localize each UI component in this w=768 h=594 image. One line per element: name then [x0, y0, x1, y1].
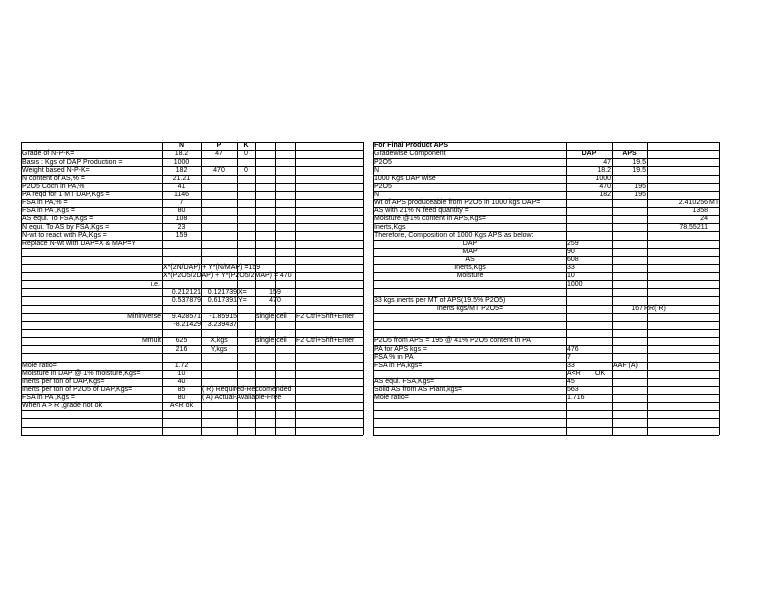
header-p: P: [216, 142, 222, 150]
aps-value: 19.5: [632, 158, 646, 166]
grid-line: [373, 410, 719, 411]
inv-a: 9.428571: [171, 313, 201, 321]
row-label: FSA in PA,kgs=: [374, 361, 423, 369]
row-label: Inerts,Kgs: [374, 223, 406, 231]
y-label: Y=: [238, 296, 247, 304]
row-label: P2O5 Cocn in PA,%: [22, 182, 85, 190]
row-label: AS equi. To FSA,Kgs =: [22, 215, 94, 223]
n-value: A<R ok: [169, 402, 194, 410]
row-label: PA reqd for 1 MT DAP,Kgs =: [22, 191, 110, 199]
inerts-value: 167: [631, 304, 643, 312]
row-label: FSA % in PA: [374, 353, 414, 361]
mmult-x-label: X,kgs: [210, 337, 228, 345]
composition-value: 1000: [567, 280, 583, 288]
k-value: 0: [244, 166, 248, 174]
grid-line: [373, 418, 719, 419]
mininverse-label: Mininverse: [127, 313, 161, 321]
single-cell-note: single cell: [256, 337, 287, 345]
dap-value: 47: [603, 158, 611, 166]
keys-note: F2 Ctrl+Shft+Enter: [296, 337, 355, 345]
row-label: When A > R ,grade not ok: [22, 402, 102, 410]
y-rhs: 470: [269, 296, 281, 304]
n-value: 159: [175, 231, 188, 239]
grid-line: [21, 435, 363, 436]
matrix-a21: 0.537879: [171, 296, 201, 304]
row-label: Mole ratio=: [374, 394, 409, 402]
row-label: N: [374, 166, 380, 174]
row-label: Inerts per ton of P2O5 of DAP,Kgs=: [22, 386, 133, 394]
row-label: PA for APS kgs =: [374, 345, 427, 353]
dap-value: 470: [599, 182, 611, 190]
grid-line: [373, 288, 719, 289]
row-label: N content of AS,% =: [22, 174, 85, 182]
dap-value: 18.2: [597, 166, 611, 174]
aps-value: 195: [634, 191, 646, 199]
n-value: 18.2: [174, 150, 189, 158]
grid-line: [21, 418, 363, 419]
composition-value: 10: [567, 272, 575, 280]
n-value: 10: [177, 369, 186, 377]
grid-line: [373, 321, 719, 322]
n-value: 108: [175, 215, 188, 223]
row-label: Mole ratio=: [22, 361, 57, 369]
value: OK: [595, 369, 606, 377]
n-value: 80: [177, 207, 186, 215]
value: 7: [567, 353, 571, 361]
value: 563: [567, 386, 579, 394]
p-value: 47: [215, 150, 223, 158]
grid-line: [21, 427, 363, 428]
inerts-note: 33 kgs inerts per MT of APS(19.5% P2O5): [374, 296, 506, 304]
row-label: P2O5: [374, 158, 392, 166]
row-label: N-wt to react with PA,Kgs =: [22, 231, 107, 239]
row-label: Moisture @1% content in APS,Kgs=: [374, 215, 486, 223]
n-value: 1146: [173, 191, 190, 199]
n-value: 80: [177, 394, 186, 402]
grid-line: [363, 142, 364, 435]
row-label: FSA in PA ,Kgs =: [22, 394, 75, 402]
dap-value: 182: [599, 191, 611, 199]
header-n: N: [178, 142, 185, 150]
aps-title: For Final Product APS: [374, 142, 449, 150]
row-label: FSA in PA ,Kgs =: [22, 207, 75, 215]
row-label: Replace N-wt with DAP=X & MAP=Y: [22, 239, 136, 247]
row-label: 1000 Kgs DAP wise: [374, 174, 436, 182]
inerts-per-p2o5: Inerts kgs/MT P2O5=: [436, 304, 504, 312]
mmult-y: 216: [175, 345, 188, 353]
n-value: 40: [177, 378, 186, 386]
grid-line: [373, 435, 719, 436]
row-label: N: [374, 191, 380, 199]
mmult-y-label: Y,kgs: [210, 345, 228, 353]
composition-value: 608: [567, 256, 579, 264]
row-label: Weight based N-P-K=: [22, 166, 90, 174]
value: 1.716: [567, 394, 585, 402]
row-label: Therefore, Composition of 1000 Kgs APS as below:: [374, 231, 534, 239]
single-cell-note: single cell: [256, 313, 287, 321]
n-value: 85: [177, 386, 186, 394]
k-value: 0: [244, 150, 248, 158]
n-value: 1.72: [174, 361, 189, 369]
grid-line: [21, 256, 363, 257]
p-value: 470: [213, 166, 225, 174]
matrix-a11: 0.212121: [171, 288, 201, 296]
inv-c: -8.21429: [173, 321, 201, 329]
composition-value: 33: [567, 264, 575, 272]
n-value: 21.21: [172, 174, 191, 182]
equation-1: X*(2N/DAP) + Y*(N/MAP) =159: [163, 264, 261, 272]
value: 45: [567, 378, 575, 386]
far-value: 78.55211: [679, 223, 708, 231]
value: A<R: [567, 369, 581, 377]
aps-value: 19.5: [632, 166, 646, 174]
legend-note: ( R) Required-Reccomended: [202, 386, 292, 394]
header-k: K: [243, 142, 249, 150]
composition-value: 90: [567, 247, 575, 255]
value: 33: [567, 361, 575, 369]
aaf-note: AAF (A): [613, 361, 638, 369]
row-label: FSA in PA,% =: [22, 199, 68, 207]
col-dap: DAP: [581, 150, 597, 158]
grid-line: [373, 329, 719, 330]
mmult-label: Mmult: [141, 337, 161, 345]
n-value: 1000: [173, 158, 190, 166]
composition-name: AS: [465, 256, 475, 264]
row-label: Inerts per ton of DAP,Kgs=: [22, 378, 105, 386]
row-label: Basis : Kgs of DAP Production =: [22, 158, 123, 166]
equation-2: X*(P2O5/2DAP) + Y*(P2O5/2MAP) = 470: [163, 272, 292, 280]
composition-name: Moisture: [456, 272, 484, 280]
dap-value: 1000: [595, 174, 611, 182]
composition-name: DAP: [462, 239, 478, 247]
row-label: AS equi. FSA,Kgs=: [374, 378, 435, 386]
row-label: AS with 21% N feed quantity =: [374, 207, 469, 215]
grid-line: [373, 427, 719, 428]
n-value: 41: [177, 182, 186, 190]
far-value: 24: [700, 215, 708, 223]
row-label: N equi. To AS by FSA,Kgs =: [22, 223, 110, 231]
inerts-rr: RR( R): [644, 304, 666, 312]
aps-subtitle: Gradewise Component: [374, 150, 446, 158]
n-value: 23: [177, 223, 186, 231]
inv-d: 3.239437: [207, 321, 237, 329]
mmult-x: 625: [175, 337, 188, 345]
x-rhs: 159: [269, 288, 281, 296]
composition-value: 259: [567, 239, 579, 247]
far-value: 1358: [692, 207, 708, 215]
aps-value: 195: [634, 182, 646, 190]
far-unit: MT: [709, 199, 720, 207]
far-value: 2.410256: [678, 199, 708, 207]
grid-line: [719, 142, 720, 435]
n-value: 182: [175, 166, 188, 174]
legend-note: ( A) Actual-Available-Free: [202, 394, 282, 402]
row-label: Moisture in DAP @ 1% moisture,Kgs=: [22, 369, 141, 377]
x-label: X=: [238, 288, 247, 296]
row-label: P2O5 from APS = 195 @ 41% P2O5 content in PA: [374, 337, 531, 345]
composition-name: MAP: [462, 247, 478, 255]
row-label: Solid AS from AS Plant,kgs=: [374, 386, 463, 394]
composition-name: Inerts,Kgs: [454, 264, 486, 272]
row-label: P2O5: [374, 182, 392, 190]
matrix-a12: 0.121739: [207, 288, 237, 296]
n-value: 7: [179, 199, 184, 207]
value: 476: [567, 345, 579, 353]
col-aps: APS: [622, 150, 637, 158]
keys-note: F2 Ctrl+Shft+Enter: [296, 313, 355, 321]
grid-line: [647, 142, 648, 435]
row-label: Grade of N-P-K=: [22, 150, 75, 158]
row-label: Wt of APS produceable from P2O5 in 1000 kgs DAP=: [374, 199, 541, 207]
matrix-a22: 0.617391: [207, 296, 237, 304]
ie-label: i.e.: [150, 280, 160, 288]
inv-b: -1.85915: [209, 313, 237, 321]
